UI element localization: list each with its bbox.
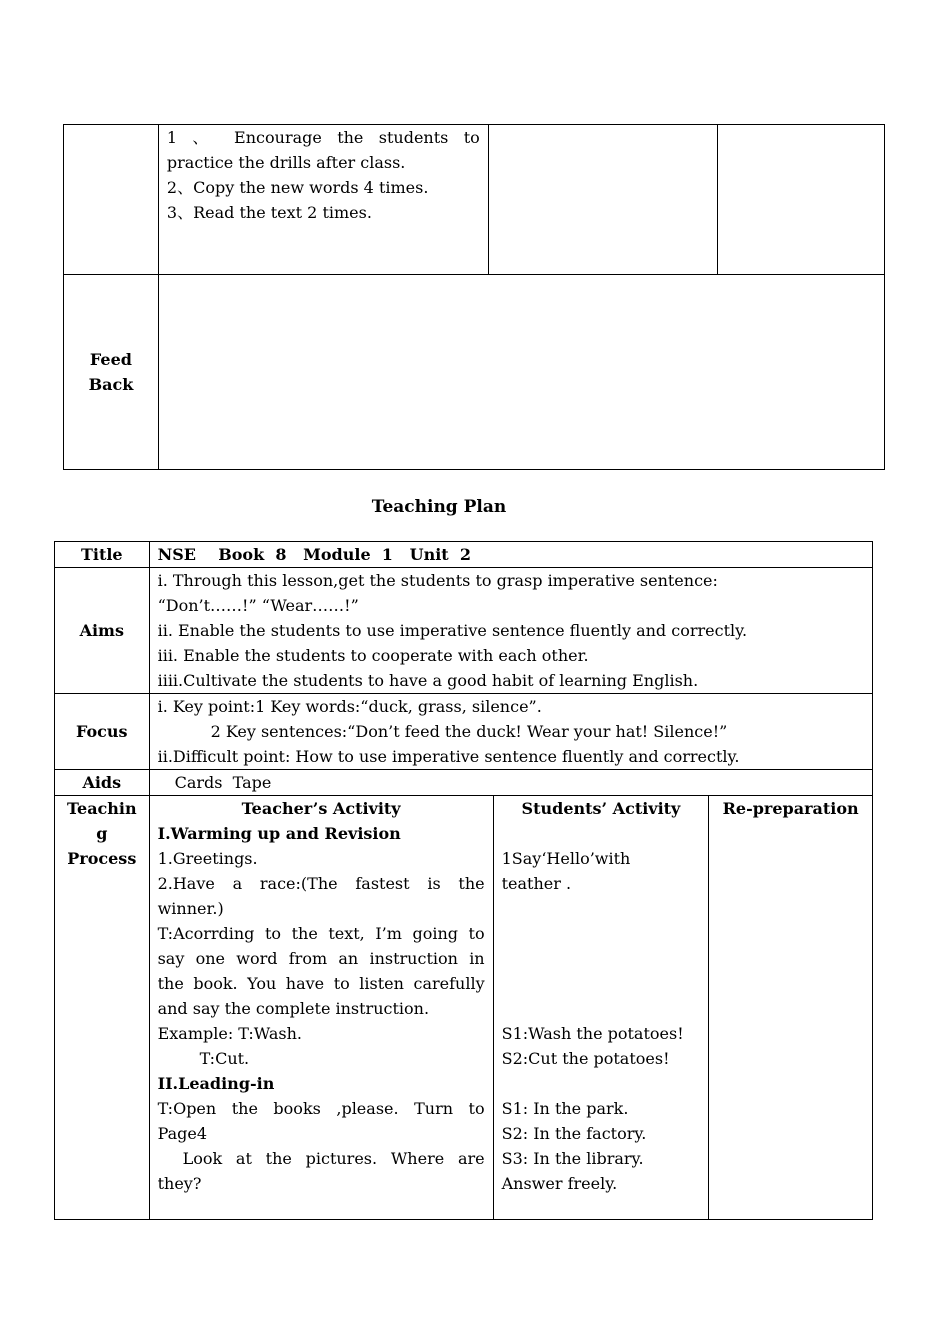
page-title: Teaching Plan	[371, 497, 507, 517]
students-line: S2: In the factory.	[501, 1124, 647, 1143]
focus-line: ii.Difficult point: How to use imperative sentence fluently and correctly.	[157, 747, 740, 766]
teacher-line: T:Acorrding to the text, I’m going to	[157, 924, 485, 943]
students-activity-header: Students’ Activity	[521, 799, 681, 818]
feedback-label: Feed	[89, 350, 132, 369]
teacher-line: they?	[157, 1174, 202, 1193]
teacher-line: winner.)	[157, 899, 224, 918]
teacher-line: T:Cut.	[199, 1049, 250, 1068]
teacher-line: the book. You have to listen carefully	[157, 974, 485, 993]
homework-table	[63, 124, 885, 470]
students-activity-cell	[493, 796, 709, 1220]
homework-content-cell	[158, 125, 488, 275]
aims-line: iii. Enable the students to cooperate with each other.	[157, 646, 589, 665]
focus-line: i. Key point:1 Key words:“duck, grass, silence”.	[157, 697, 542, 716]
students-line: S3: In the library.	[501, 1149, 644, 1168]
feedback-content-cell	[158, 275, 884, 470]
students-line: teather .	[501, 874, 572, 893]
teacher-line: Page4	[157, 1124, 208, 1143]
homework-line: 2、Copy the new words 4 times.	[166, 178, 429, 197]
reprep-header: Re-preparation	[722, 799, 859, 818]
title-value-cell	[149, 542, 872, 568]
process-label: Teachin	[66, 799, 137, 818]
students-line: Answer freely.	[501, 1174, 618, 1193]
aids-label: Aids	[82, 773, 122, 792]
focus-label-cell	[55, 694, 150, 770]
homework-label-cell	[64, 125, 159, 275]
aims-line: “Don’t……!” “Wear……!”	[157, 596, 359, 615]
title-value: NSE Book 8 Module 1 Unit 2	[157, 545, 471, 564]
focus-line: 2 Key sentences:“Don’t feed the duck! Wear your hat! Silence!”	[210, 722, 728, 741]
teacher-line: T:Open the books ,please. Turn to	[157, 1099, 485, 1118]
students-line: S2:Cut the potatoes!	[501, 1049, 670, 1068]
teacher-activity-header: Teacher’s Activity	[241, 799, 401, 818]
aims-content-cell	[149, 568, 872, 694]
feedback-label: Back	[88, 375, 134, 394]
teacher-line: Look at the pictures. Where are	[182, 1149, 485, 1168]
process-label: Process	[67, 849, 137, 868]
aids-content-cell	[149, 770, 872, 796]
aids-value: Cards Tape	[174, 773, 272, 792]
teacher-line: 2.Have a race:(The fastest is the	[157, 874, 485, 893]
teacher-activity-cell	[149, 796, 493, 1220]
homework-line: practice the drills after class.	[166, 153, 406, 172]
homework-line: 3、Read the text 2 times.	[166, 203, 372, 222]
teaching-plan-table	[54, 541, 873, 1220]
homework-empty-cell	[718, 125, 885, 275]
teacher-line: and say the complete instruction.	[157, 999, 430, 1018]
homework-line: 1 、 Encourage the students to	[166, 128, 480, 147]
title-label: Title	[80, 545, 123, 564]
aims-line: i. Through this lesson,get the students to grasp imperative sentence:	[157, 571, 718, 590]
aims-label: Aims	[79, 621, 124, 640]
process-label-cell	[55, 796, 150, 1220]
students-line: 1Say‘Hello’with	[501, 849, 631, 868]
students-line: S1: In the park.	[501, 1099, 629, 1118]
teacher-line: Example: T:Wash.	[157, 1024, 302, 1043]
feedback-label-cell	[64, 275, 159, 470]
title-label-cell	[55, 542, 150, 568]
reprep-cell	[709, 796, 873, 1220]
teacher-line: 1.Greetings.	[157, 849, 258, 868]
process-label: g	[96, 824, 108, 843]
section-heading: I.Warming up and Revision	[157, 824, 401, 843]
focus-label: Focus	[76, 722, 128, 741]
students-line: S1:Wash the potatoes!	[501, 1024, 684, 1043]
aids-label-cell	[55, 770, 150, 796]
aims-line: ii. Enable the students to use imperative sentence fluently and correctly.	[157, 621, 748, 640]
aims-label-cell	[55, 568, 150, 694]
section-heading: II.Leading-in	[157, 1074, 275, 1093]
homework-empty-cell	[488, 125, 718, 275]
aims-line: iiii.Cultivate the students to have a good habit of learning English.	[157, 671, 699, 690]
focus-content-cell	[149, 694, 872, 770]
teacher-line: say one word from an instruction in	[157, 949, 485, 968]
